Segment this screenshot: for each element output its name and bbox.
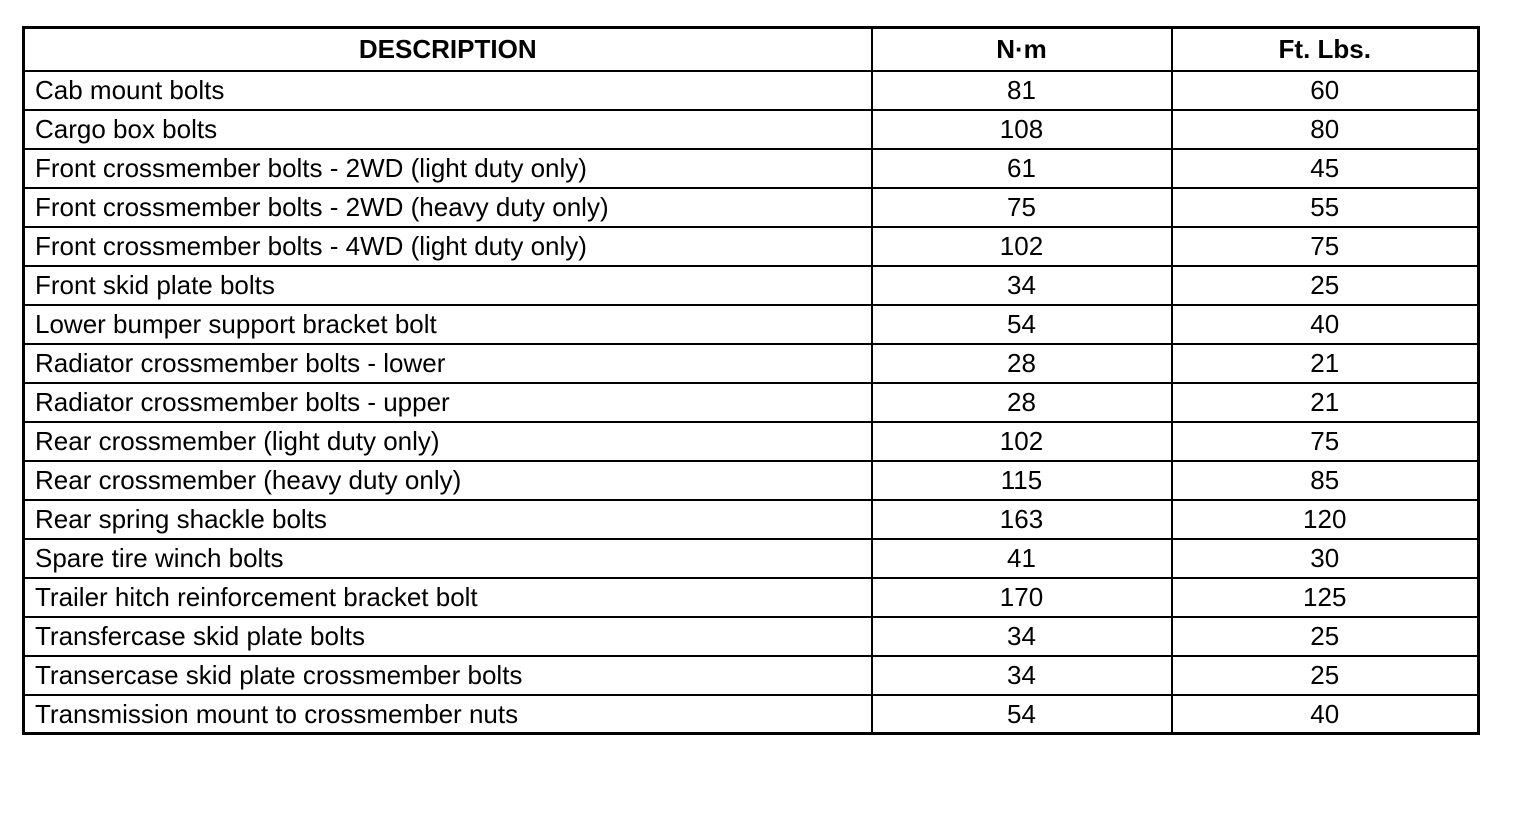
- cell-description: Transmission mount to crossmember nuts: [24, 695, 872, 734]
- cell-nm: 102: [872, 227, 1172, 266]
- cell-description: Front crossmember bolts - 2WD (light duty only): [24, 149, 872, 188]
- cell-ftlbs: 55: [1172, 188, 1479, 227]
- cell-nm: 163: [872, 500, 1172, 539]
- table-row: [24, 149, 1479, 188]
- cell-ftlbs: 21: [1172, 383, 1479, 422]
- cell-nm: 61: [872, 149, 1172, 188]
- cell-nm: 34: [872, 656, 1172, 695]
- cell-nm: 102: [872, 422, 1172, 461]
- table-row: [24, 461, 1479, 500]
- table-row: [24, 383, 1479, 422]
- cell-ftlbs: 80: [1172, 110, 1479, 149]
- cell-description: Front crossmember bolts - 2WD (heavy duty only): [24, 188, 872, 227]
- cell-description: Front skid plate bolts: [24, 266, 872, 305]
- cell-description: Radiator crossmember bolts - upper: [24, 383, 872, 422]
- cell-nm: 54: [872, 305, 1172, 344]
- cell-ftlbs: 40: [1172, 305, 1479, 344]
- cell-ftlbs: 85: [1172, 461, 1479, 500]
- cell-description: Rear spring shackle bolts: [24, 500, 872, 539]
- header-nm: N·m: [872, 28, 1172, 71]
- table-row: [24, 695, 1479, 734]
- header-description: DESCRIPTION: [24, 28, 872, 71]
- cell-nm: 75: [872, 188, 1172, 227]
- table-header-row: [24, 28, 1479, 71]
- table-row: [24, 188, 1479, 227]
- cell-ftlbs: 21: [1172, 344, 1479, 383]
- cell-nm: 54: [872, 695, 1172, 734]
- cell-description: Transfercase skid plate bolts: [24, 617, 872, 656]
- cell-ftlbs: 125: [1172, 578, 1479, 617]
- cell-ftlbs: 40: [1172, 695, 1479, 734]
- cell-description: Transercase skid plate crossmember bolts: [24, 656, 872, 695]
- cell-ftlbs: 75: [1172, 227, 1479, 266]
- cell-nm: 34: [872, 617, 1172, 656]
- cell-description: Front crossmember bolts - 4WD (light duty only): [24, 227, 872, 266]
- cell-description: Rear crossmember (heavy duty only): [24, 461, 872, 500]
- cell-nm: 28: [872, 383, 1172, 422]
- cell-ftlbs: 25: [1172, 266, 1479, 305]
- table-row: [24, 110, 1479, 149]
- cell-description: Trailer hitch reinforcement bracket bolt: [24, 578, 872, 617]
- cell-description: Radiator crossmember bolts - lower: [24, 344, 872, 383]
- table-row: [24, 578, 1479, 617]
- table-row: [24, 71, 1479, 110]
- header-ftlbs: Ft. Lbs.: [1172, 28, 1479, 71]
- cell-description: Cargo box bolts: [24, 110, 872, 149]
- cell-description: Spare tire winch bolts: [24, 539, 872, 578]
- cell-ftlbs: 30: [1172, 539, 1479, 578]
- table-row: [24, 656, 1479, 695]
- cell-nm: 115: [872, 461, 1172, 500]
- cell-description: Lower bumper support bracket bolt: [24, 305, 872, 344]
- cell-ftlbs: 120: [1172, 500, 1479, 539]
- cell-nm: 108: [872, 110, 1172, 149]
- cell-ftlbs: 25: [1172, 617, 1479, 656]
- table-row: [24, 422, 1479, 461]
- cell-nm: 41: [872, 539, 1172, 578]
- cell-nm: 170: [872, 578, 1172, 617]
- table-row: [24, 227, 1479, 266]
- table-row: [24, 539, 1479, 578]
- table-row: [24, 344, 1479, 383]
- cell-nm: 34: [872, 266, 1172, 305]
- cell-nm: 81: [872, 71, 1172, 110]
- table-row: [24, 500, 1479, 539]
- cell-description: Cab mount bolts: [24, 71, 872, 110]
- table-row: [24, 266, 1479, 305]
- table-row: [24, 305, 1479, 344]
- cell-description: Rear crossmember (light duty only): [24, 422, 872, 461]
- torque-spec-table: [22, 26, 1480, 735]
- cell-nm: 28: [872, 344, 1172, 383]
- table-row: [24, 617, 1479, 656]
- cell-ftlbs: 25: [1172, 656, 1479, 695]
- cell-ftlbs: 75: [1172, 422, 1479, 461]
- cell-ftlbs: 60: [1172, 71, 1479, 110]
- cell-ftlbs: 45: [1172, 149, 1479, 188]
